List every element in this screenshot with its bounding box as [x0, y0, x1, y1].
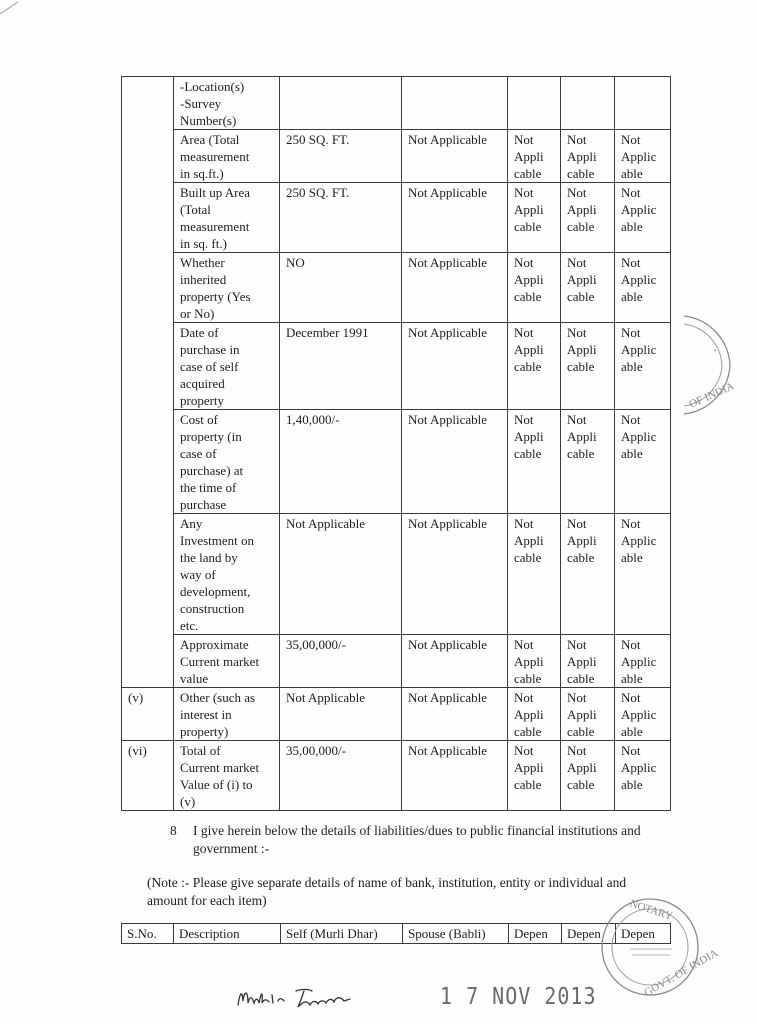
dependent-value-line: cable [514, 289, 542, 304]
dependent-2-value-cell [561, 635, 615, 688]
dependent-1-value-cell [508, 323, 561, 410]
description-cell [174, 253, 280, 323]
description-line: measurement [180, 149, 250, 164]
self-value-cell: December 1991 [280, 323, 402, 410]
description-line: in sq.ft.) [180, 166, 224, 181]
dependent-3-value-cell [615, 741, 671, 811]
description-cell [174, 130, 280, 183]
description-line: acquired [180, 376, 225, 391]
dependent-1-value-cell [508, 183, 561, 253]
dependent-value-line: able [621, 219, 643, 234]
description-line: the land by [180, 550, 238, 565]
dependent-1-value-cell [508, 77, 561, 130]
description-line: Total of [180, 743, 221, 758]
svg-text:•: • [710, 347, 720, 354]
dependent-value-line: Not [514, 637, 534, 652]
dependent-value-line: Not [621, 185, 641, 200]
dependent-value-line: Applic [621, 202, 657, 217]
description-line: interest in [180, 707, 232, 722]
spouse-value-cell: Not Applicable [402, 514, 508, 635]
description-line: Number(s) [180, 113, 237, 128]
dependent-value-line: Not [514, 412, 534, 427]
dependent-value-line: able [621, 289, 643, 304]
serial-number-cell: (vi) [122, 741, 174, 811]
spouse-value-cell [402, 77, 508, 130]
description-line: Date of [180, 325, 219, 340]
dependent-value-line: Not [621, 325, 641, 340]
dependent-value-line: cable [567, 289, 595, 304]
description-line: property) [180, 724, 229, 739]
dependent-value-line: Appli [567, 202, 597, 217]
dependent-2-value-cell [561, 514, 615, 635]
dependent-value-line: able [621, 777, 643, 792]
spouse-value-cell: Not Applicable [402, 323, 508, 410]
description-line: property [180, 393, 225, 408]
dependent-value-line: Appli [567, 149, 597, 164]
dependent-2-value-cell [561, 410, 615, 514]
self-value-cell [280, 77, 402, 130]
dependent-value-line: able [621, 724, 643, 739]
asset-row [122, 77, 671, 130]
spouse-value-cell: Not Applicable [402, 183, 508, 253]
asset-row [122, 741, 671, 811]
spouse-value-cell: Not Applicable [402, 741, 508, 811]
dependent-value-line: cable [567, 777, 595, 792]
description-line: purchase [180, 497, 227, 512]
spouse-value-cell: Not Applicable [402, 253, 508, 323]
self-value-cell: 35,00,000/- [280, 635, 402, 688]
header-cell: Self (Murli Dhar) [281, 924, 403, 944]
notary-seal [592, 893, 721, 1003]
description-line: the time of [180, 480, 237, 495]
description-line: in sq. ft.) [180, 236, 227, 251]
description-line: inherited [180, 272, 227, 287]
section-number: 8 [170, 823, 177, 838]
header-cell: Depen [509, 924, 562, 944]
dependent-value-line: Not [567, 325, 587, 340]
description-cell [174, 77, 280, 130]
svg-text:OF INDIA: OF INDIA [687, 380, 737, 411]
dependent-2-value-cell [561, 183, 615, 253]
section-note: (Note :- Please give separate details of name of bank, institution, entity or individual and amount for each item) [147, 875, 627, 908]
dependent-2-value-cell [561, 688, 615, 741]
self-value-cell: Not Applicable [280, 688, 402, 741]
dependent-value-line: Appli [514, 533, 544, 548]
description-line: Whether [180, 255, 225, 270]
dependent-value-line: Appli [514, 429, 544, 444]
dependent-value-line: Appli [567, 342, 597, 357]
dependent-1-value-cell [508, 130, 561, 183]
dependent-value-line: Not [567, 132, 587, 147]
description-cell [174, 183, 280, 253]
dependent-value-line: Appli [514, 342, 544, 357]
dependent-value-line: able [621, 550, 643, 565]
dependent-value-line: cable [567, 724, 595, 739]
dependent-1-value-cell [508, 741, 561, 811]
dependent-value-line: Appli [514, 202, 544, 217]
dependent-3-value-cell [615, 635, 671, 688]
asset-row [122, 688, 671, 741]
dependent-value-line: Appli [567, 654, 597, 669]
liabilities-table [121, 923, 671, 944]
spouse-value-cell: Not Applicable [402, 635, 508, 688]
dependent-3-value-cell [615, 514, 671, 635]
dependent-value-line: cable [514, 219, 542, 234]
dependent-value-line: Not [514, 690, 534, 705]
dependent-value-line: cable [567, 550, 595, 565]
section-text: I give herein below the details of liabilities/dues to public financial institutions and government :- [193, 823, 641, 856]
description-cell [174, 410, 280, 514]
serial-number-cell [122, 253, 174, 323]
description-line: -Location(s) [180, 79, 245, 94]
serial-number-cell [122, 410, 174, 514]
dependent-value-line: Applic [621, 707, 657, 722]
description-line: Current market [180, 760, 260, 775]
dependent-value-line: Applic [621, 760, 657, 775]
dependent-value-line: Applic [621, 342, 657, 357]
dependent-2-value-cell [561, 77, 615, 130]
description-line: Investment on [180, 533, 255, 548]
description-line: (Total [180, 202, 211, 217]
handwritten-signature [232, 983, 372, 1017]
dependent-value-line: Appli [514, 760, 544, 775]
description-cell [174, 635, 280, 688]
dependent-value-line: Not [621, 516, 641, 531]
dependent-value-line: Appli [567, 707, 597, 722]
dependent-value-line: cable [514, 359, 542, 374]
dependent-value-line: Applic [621, 533, 657, 548]
dependent-3-value-cell [615, 183, 671, 253]
header-cell: S.No. [122, 924, 174, 944]
dependent-value-line: cable [514, 671, 542, 686]
asset-row [122, 514, 671, 635]
serial-number-cell [122, 77, 174, 130]
dependent-value-line: Appli [514, 149, 544, 164]
dependent-value-line: Appli [514, 707, 544, 722]
description-line: Cost of [180, 412, 218, 427]
dependent-value-line: Appli [514, 654, 544, 669]
date-stamp: 1 7 NOV 2013 [440, 982, 597, 1010]
dependent-value-line: Appli [567, 429, 597, 444]
asset-row [122, 635, 671, 688]
dependent-value-line: Not [514, 132, 534, 147]
description-cell [174, 688, 280, 741]
header-cell: Depen [562, 924, 616, 944]
svg-text:GOVT. OF INDIA: GOVT. OF INDIA [642, 947, 721, 1000]
description-line: Any [180, 516, 203, 531]
description-line: property (Yes [180, 289, 251, 304]
description-line: Built up Area [180, 185, 251, 200]
dependent-3-value-cell [615, 77, 671, 130]
dependent-value-line: Not [567, 743, 587, 758]
dependent-value-line: Not [514, 516, 534, 531]
description-line: development, [180, 584, 251, 599]
description-line: construction [180, 601, 245, 616]
description-line: way of [180, 567, 216, 582]
description-line: etc. [180, 618, 199, 633]
description-cell [174, 323, 280, 410]
serial-number-cell [122, 130, 174, 183]
svg-text:NOTARY: NOTARY [628, 897, 675, 923]
dependent-value-line: Applic [621, 272, 657, 287]
asset-row [122, 130, 671, 183]
dependent-value-line: Not [567, 637, 587, 652]
spouse-value-cell: Not Applicable [402, 130, 508, 183]
dependent-value-line: Not [567, 516, 587, 531]
serial-number-cell [122, 635, 174, 688]
dependent-1-value-cell [508, 253, 561, 323]
dependent-1-value-cell [508, 688, 561, 741]
dependent-value-line: cable [567, 446, 595, 461]
description-line: value [180, 671, 209, 686]
description-line: (v) [180, 794, 196, 809]
dependent-value-line: able [621, 671, 643, 686]
serial-number-cell [122, 323, 174, 410]
self-value-cell: Not Applicable [280, 514, 402, 635]
dependent-value-line: cable [514, 166, 542, 181]
dependent-value-line: cable [514, 777, 542, 792]
dependent-value-line: cable [514, 724, 542, 739]
assets-table-body [122, 77, 671, 811]
description-line: purchase) at [180, 463, 244, 478]
dependent-value-line: cable [514, 550, 542, 565]
dependent-2-value-cell [561, 741, 615, 811]
description-line: Approximate [180, 637, 249, 652]
serial-number-cell [122, 514, 174, 635]
description-line: case of [180, 446, 217, 461]
description-cell [174, 514, 280, 635]
dependent-value-line: Not [567, 255, 587, 270]
dependent-value-line: Not [621, 412, 641, 427]
serial-number-cell: (v) [122, 688, 174, 741]
dependent-value-line: Not [567, 412, 587, 427]
dependent-value-line: Not [621, 637, 641, 652]
dependent-value-line: cable [567, 219, 595, 234]
dependent-1-value-cell [508, 410, 561, 514]
asset-row [122, 253, 671, 323]
dependent-value-line: Not [514, 743, 534, 758]
description-line: measurement [180, 219, 250, 234]
description-line: Area (Total [180, 132, 240, 147]
spouse-value-cell: Not Applicable [402, 410, 508, 514]
dependent-value-line: Not [567, 185, 587, 200]
dependent-value-line: able [621, 446, 643, 461]
dependent-value-line: able [621, 359, 643, 374]
self-value-cell: 35,00,000/- [280, 741, 402, 811]
header-cell: Depen [616, 924, 671, 944]
asset-row [122, 410, 671, 514]
header-cell: Spouse (Babli) [403, 924, 509, 944]
dependent-2-value-cell [561, 130, 615, 183]
dependent-value-line: Not [621, 690, 641, 705]
immovable-assets-table [121, 76, 671, 811]
dependent-value-line: Applic [621, 149, 657, 164]
dependent-value-line: cable [567, 671, 595, 686]
dependent-1-value-cell [508, 635, 561, 688]
description-line: purchase in [180, 342, 240, 357]
dependent-value-line: Not [514, 325, 534, 340]
corner-scan-mark [0, 0, 30, 20]
description-line: -Survey [180, 96, 222, 111]
self-value-cell: 250 SQ. FT. [280, 183, 402, 253]
dependent-3-value-cell [615, 688, 671, 741]
asset-row [122, 183, 671, 253]
serial-number-cell [122, 183, 174, 253]
dependent-value-line: Appli [567, 272, 597, 287]
dependent-3-value-cell [615, 130, 671, 183]
dependent-value-line: cable [514, 446, 542, 461]
dependent-value-line: Applic [621, 429, 657, 444]
dependent-3-value-cell [615, 410, 671, 514]
dependent-value-line: able [621, 166, 643, 181]
dependent-value-line: Appli [567, 760, 597, 775]
dependent-value-line: Not [567, 690, 587, 705]
dependent-value-line: Not [621, 255, 641, 270]
dependent-1-value-cell [508, 514, 561, 635]
dependent-value-line: cable [567, 166, 595, 181]
dependent-value-line: Appli [514, 272, 544, 287]
dependent-value-line: Not [514, 185, 534, 200]
dependent-value-line: Not [621, 132, 641, 147]
description-line: Value of (i) to [180, 777, 253, 792]
dependent-value-line: cable [567, 359, 595, 374]
self-value-cell: 1,40,000/- [280, 410, 402, 514]
liabilities-header-row [122, 924, 671, 944]
dependent-value-line: Applic [621, 654, 657, 669]
dependent-2-value-cell [561, 253, 615, 323]
description-cell [174, 741, 280, 811]
header-cell: Description [174, 924, 281, 944]
description-line: case of self [180, 359, 239, 374]
description-line: Current market [180, 654, 260, 669]
description-line: property (in [180, 429, 242, 444]
dependent-value-line: Not [514, 255, 534, 270]
dependent-value-line: Appli [567, 533, 597, 548]
dependent-2-value-cell [561, 323, 615, 410]
asset-row [122, 323, 671, 410]
section-8-statement [170, 822, 670, 858]
description-line: Other (such as [180, 690, 256, 705]
notary-seal [654, 310, 738, 420]
self-value-cell: 250 SQ. FT. [280, 130, 402, 183]
dependent-value-line: Not [621, 743, 641, 758]
self-value-cell: NO [280, 253, 402, 323]
spouse-value-cell: Not Applicable [402, 688, 508, 741]
description-line: or No) [180, 306, 215, 321]
